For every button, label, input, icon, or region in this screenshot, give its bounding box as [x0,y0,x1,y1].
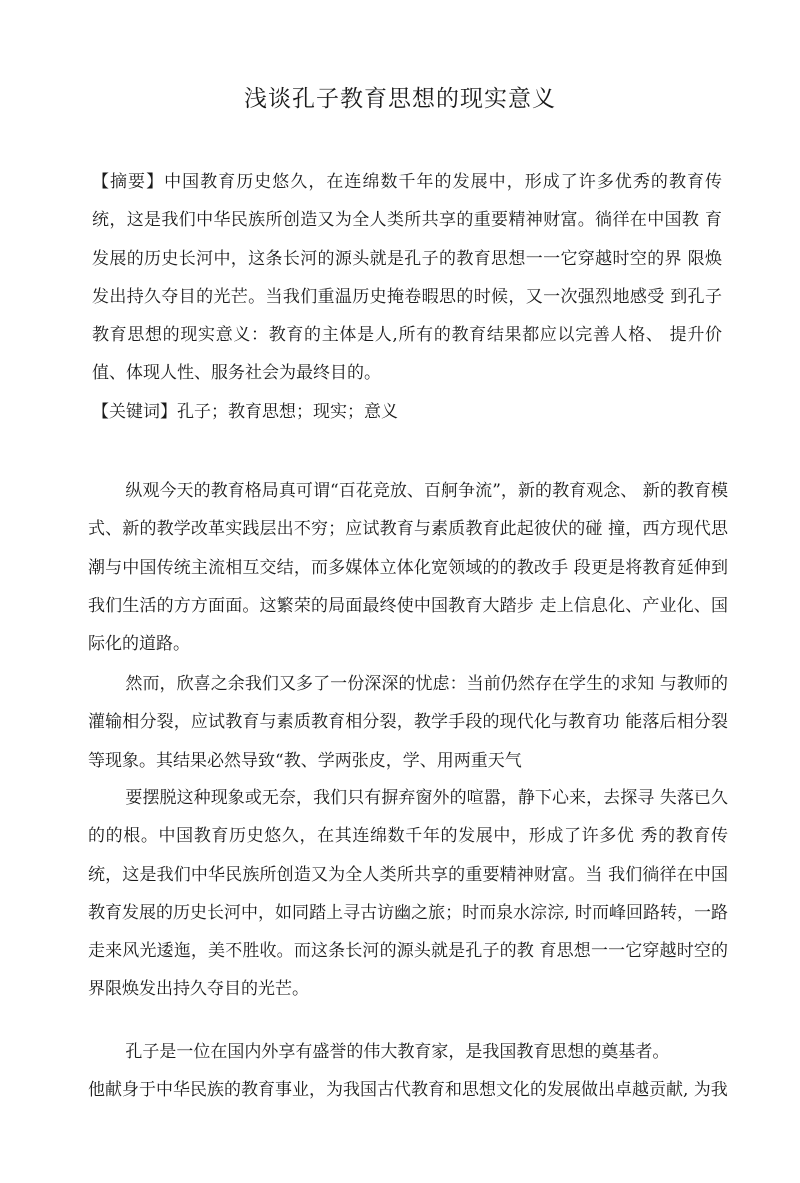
body-paragraph-4-line-1: 孔子是一位在国内外享有盛誉的伟大教育家，是我国教育思想的奠基者。 [125,1042,670,1062]
body-paragraph-3: 要摆脱这种现象或无奈，我们只有摒弃窗外的喧嚣，静下心来，去探寻 失落已久的的根。中国教育历史悠久，在其连绵数千年的发展中，形成了许多优 秀的教育传统，这是我们中华民族所创造又为全人类所共享的重要精神财富。当 我们徜徉在中国教育发展的历史长河中，如同踏上寻古访幽之旅；时而泉水淙淙, 时而峰回路转，一路走来风光逶迤，美不胜收。而这条长河的源头就是孔子的教 育思想一一它穿越时空的界限焕发出持久夺目的光芒。 [88,788,728,1000]
body-paragraph-4 [88,1033,728,1110]
document-title: 浅谈孔子教育思想的现实意义 [244,86,556,112]
body-paragraph-2: 然而，欣喜之余我们又多了一份深深的忧虑：当前仍然存在学生的求知 与教师的灌输相分裂，应试教育与素质教育相分裂，教学手段的现代化与教育功 能落后相分裂等现象。其结果必然导致“教、学两张皮，学、用两重天气 [88,674,728,771]
abstract-paragraph: 【摘要】中国教育历史悠久，在连绵数千年的发展中，形成了许多优秀的教育传 统，这是我们中华民族所创造又为全人类所共享的重要精神财富。徜徉在中国教 育发展的历史长河中，这条长河的源头就是孔子的教育思想一一它穿越时空的界 限焕发出持久夺目的光芒。当我们重温历史掩卷暇思的时候，又一次强烈地感受 到孔子教育思想的现实意义：教育的主体是人,所有的教育结果都应以完善人格、 提升价值、体现人性、服务社会为最终目的。 [92,172,722,384]
body-paragraph-4-line-2: 他献身于中华民族的教育事业，为我国古代教育和思想文化的发展做出卓越贡献, 为我 [88,1080,728,1101]
keywords-line: 【关键词】孔子；教育思想；现实；意义 [92,402,398,422]
body-paragraph-1: 纵观今天的教育格局真可谓“百花竞放、百舸争流”，新的教育观念、 新的教育模式、新的教学改革实践层出不穷；应试教育与素质教育此起彼伏的碰 撞，西方现代思潮与中国传统主流相互交结，而多媒体立体化宽领域的的教改手 段更是将教育延伸到我们生活的方方面面。这繁荣的局面最终使中国教育大踏步 走上信息化、产业化、国际化的道路。 [88,481,728,655]
